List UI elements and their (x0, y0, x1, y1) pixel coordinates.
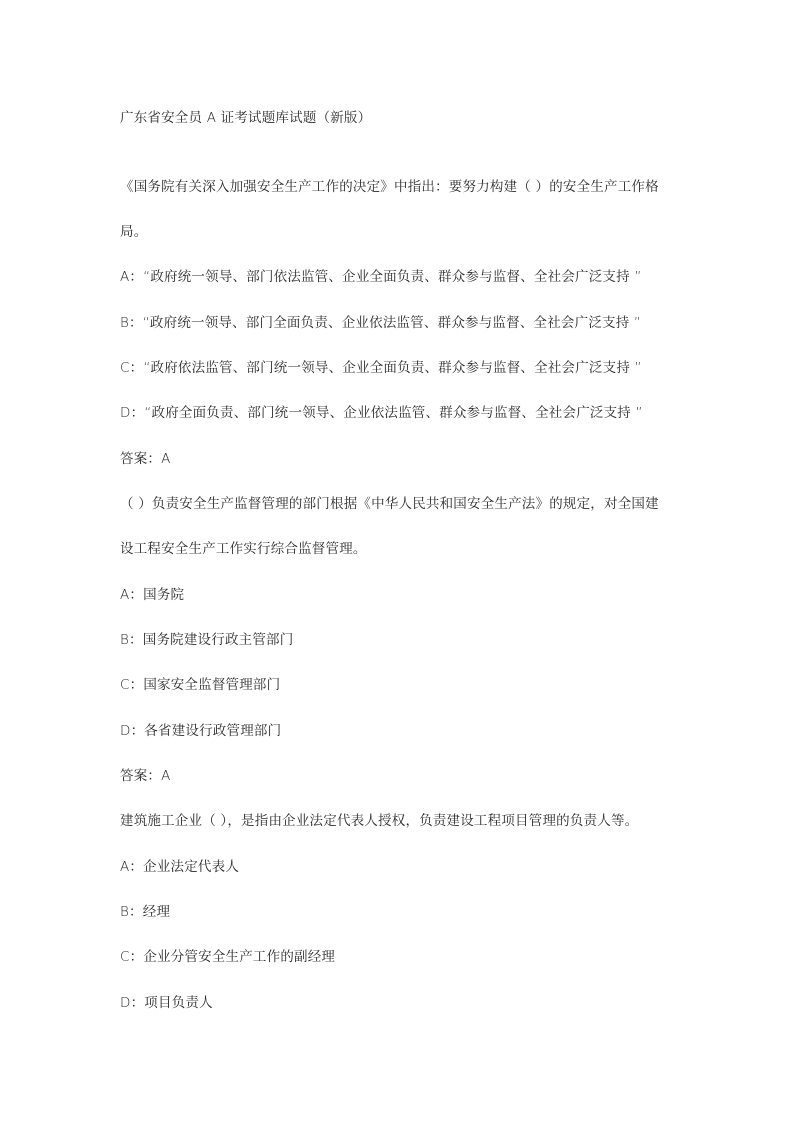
question-2-option-c: C：国家安全监督管理部门 (120, 677, 281, 693)
question-2-stem-line-2: 设工程安全生产工作实行综合监督管理。 (120, 541, 367, 557)
question-2-stem-line-1: （ ）负责安全生产监督管理的部门根据《中华人民共和国安全生产法》的规定，对全国建 (120, 496, 659, 512)
document-title: 广东省安全员 A 证考试题库试题（新版） (120, 110, 372, 126)
question-3-option-c: C：企业分管安全生产工作的副经理 (120, 949, 336, 965)
question-1-option-b: B：“政府统一领导、部门全面负责、企业依法监管、群众参与监督、全社会广泛支持 ” (120, 315, 642, 331)
question-3-option-b: B：经理 (120, 904, 171, 920)
question-3-option-a: A：企业法定代表人 (120, 859, 240, 875)
question-1-option-d: D：“政府全面负责、部门统一领导、企业依法监管、群众参与监督、全社会广泛支持 ” (120, 405, 643, 421)
question-2-option-a: A：国务院 (120, 587, 185, 603)
question-3-option-d: D：项目负责人 (120, 995, 213, 1011)
question-2-option-d: D：各省建设行政管理部门 (120, 723, 282, 739)
question-3-stem-line-1: 建筑施工企业（ ），是指由企业法定代表人授权，负责建设工程项目管理的负责人等。 (120, 813, 639, 829)
question-1-option-c: C：“政府依法监管、部门统一领导、企业全面负责、群众参与监督、全社会广泛支持 ” (120, 360, 642, 376)
question-1-answer: 答案：A (120, 451, 171, 467)
question-1-stem-line-2: 局。 (120, 224, 148, 240)
question-2-option-b: B：国务院建设行政主管部门 (120, 632, 294, 648)
question-1-stem-line-1: 《国务院有关深入加强安全生产工作的决定》中指出：要努力构建（ ）的安全生产工作格 (120, 179, 659, 195)
question-2-answer: 答案：A (120, 768, 171, 784)
question-1-option-a: A：“政府统一领导、部门依法监管、企业全面负责、群众参与监督、全社会广泛支持 ” (120, 269, 642, 285)
